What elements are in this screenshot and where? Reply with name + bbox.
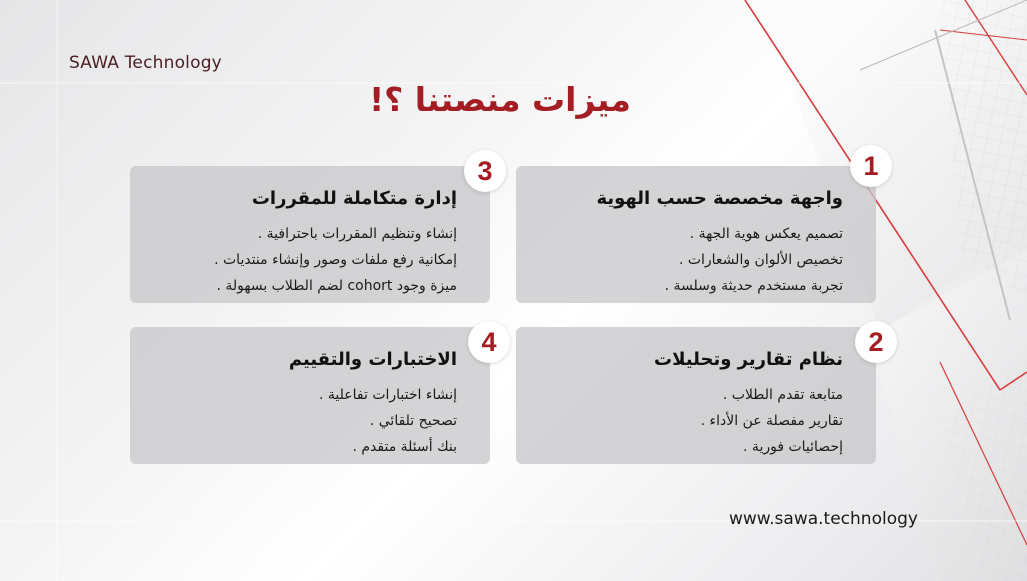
card-bullet-list bbox=[665, 223, 843, 301]
card-heading: إدارة متكاملة للمقررات bbox=[251, 188, 457, 209]
feature-card-4 bbox=[130, 327, 490, 464]
card-heading: الاختبارات والتقييم bbox=[288, 349, 457, 370]
list-item: ميزة وجود cohort لضم الطلاب بسهولة . bbox=[216, 278, 457, 294]
list-item: إنشاء وتنظيم المقررات باحترافية . bbox=[257, 226, 457, 242]
number-badge-3: 3 bbox=[464, 150, 506, 192]
card-bullet-list bbox=[701, 384, 843, 462]
brand-name: SAWA Technology bbox=[69, 53, 222, 73]
card-bullet-list bbox=[214, 223, 457, 301]
number-badge-2: 2 bbox=[855, 321, 897, 363]
number-badge-1: 1 bbox=[850, 145, 892, 187]
number-badge-4: 4 bbox=[468, 321, 510, 363]
list-item: تقارير مفصلة عن الأداء . bbox=[700, 413, 843, 429]
website-url: www.sawa.technology bbox=[729, 509, 918, 529]
card-heading: نظام تقارير وتحليلات bbox=[654, 349, 843, 370]
feature-card-3 bbox=[130, 166, 490, 303]
list-item: إنشاء اختبارات تفاعلية . bbox=[319, 387, 457, 403]
list-item: إحصائيات فورية . bbox=[743, 439, 843, 455]
list-item: تصميم يعكس هوية الجهة . bbox=[689, 226, 843, 242]
feature-card-1 bbox=[516, 166, 876, 303]
list-item: إمكانية رفع ملفات وصور وإنشاء منتديات . bbox=[214, 252, 457, 268]
card-bullet-list bbox=[319, 384, 457, 462]
list-item: تصحيح تلقائي . bbox=[369, 413, 457, 429]
list-item: تجربة مستخدم حديثة وسلسة . bbox=[664, 278, 843, 294]
list-item: تخصيص الألوان والشعارات . bbox=[678, 252, 843, 268]
list-item: متابعة تقدم الطلاب . bbox=[722, 387, 843, 403]
card-heading: واجهة مخصصة حسب الهوية bbox=[596, 188, 843, 209]
feature-card-2 bbox=[516, 327, 876, 464]
slide-title: ميزات منصتنا ؟! bbox=[369, 80, 631, 119]
list-item: بنك أسئلة متقدم . bbox=[352, 439, 457, 455]
